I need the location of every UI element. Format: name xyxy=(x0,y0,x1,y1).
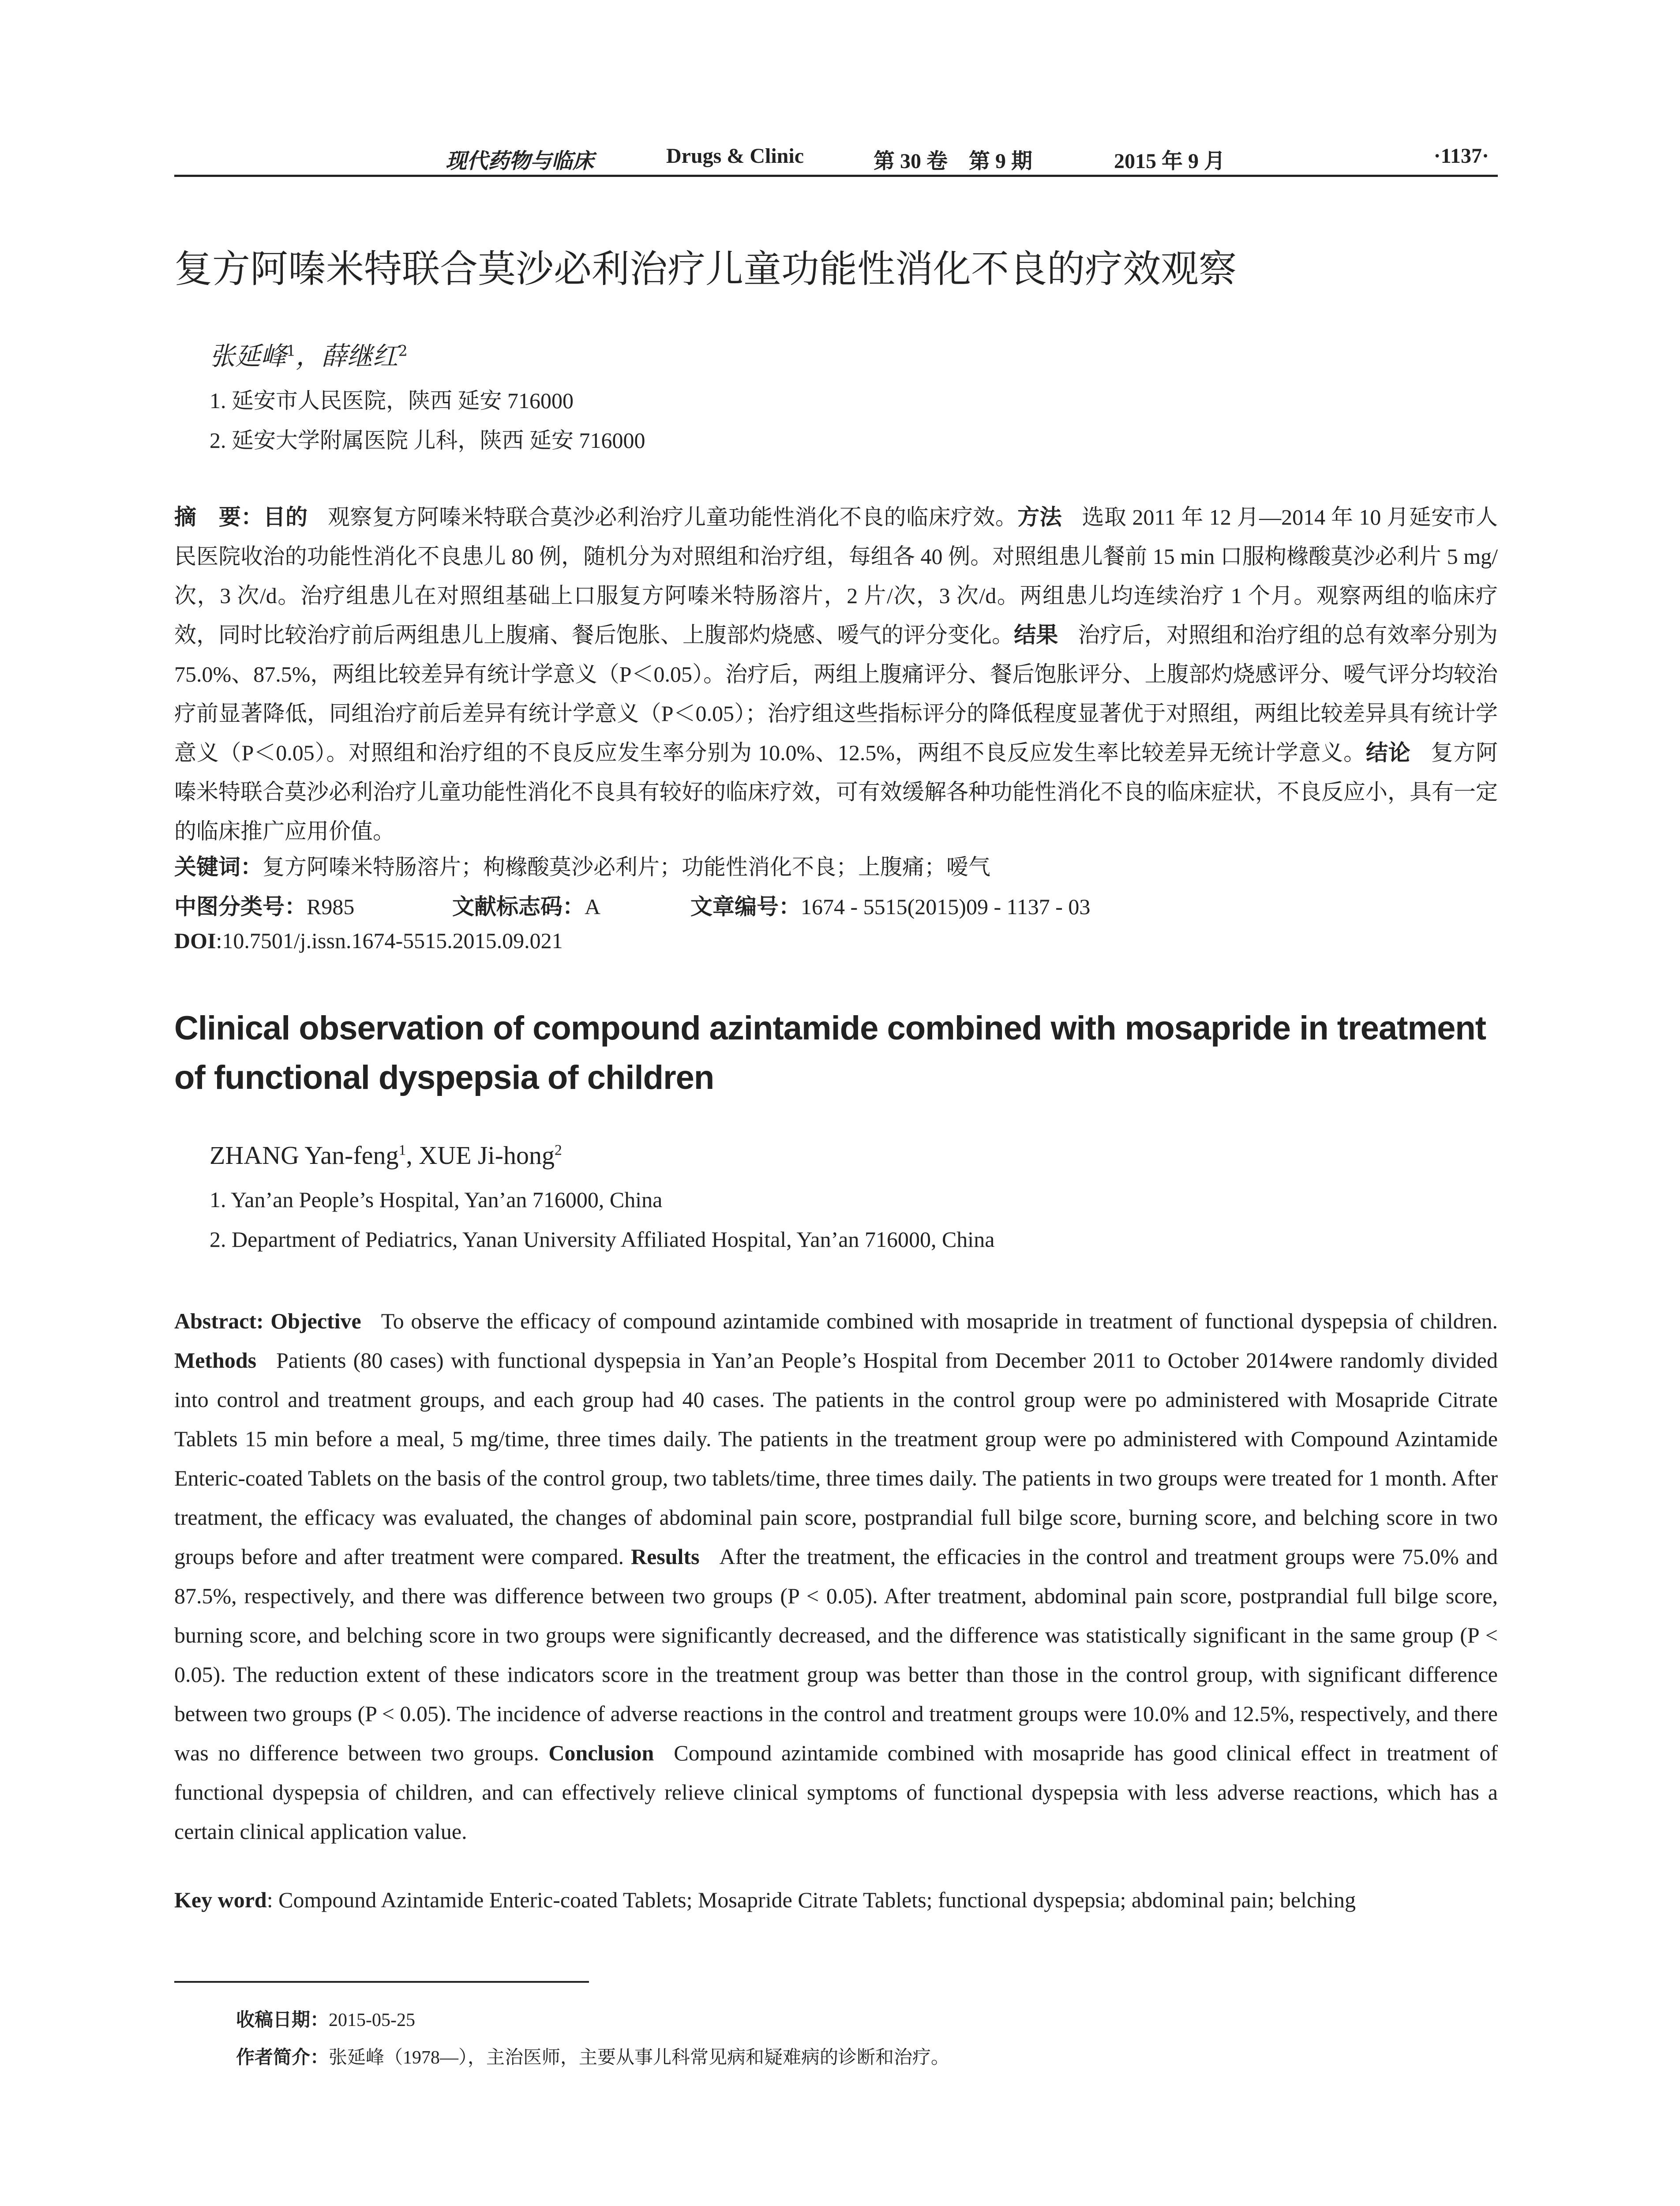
doccode-label: 文献标志码： xyxy=(452,894,585,919)
journal-name-cn: 现代药物与临床 xyxy=(446,149,594,173)
affiliation-en: 1. Yan’an People’s Hospital, Yan’an 716000, China xyxy=(210,1187,663,1212)
author-line-cn xyxy=(210,335,408,372)
abstract-en xyxy=(174,1302,1498,1851)
objective-text: To observe the efficacy of compound azintamide combined with mosapride in treatment of functional dyspepsia of children. xyxy=(381,1309,1498,1333)
author-name: ZHANG Yan-feng xyxy=(210,1141,399,1170)
author-separator: ， xyxy=(296,341,322,371)
bio-label: 作者简介： xyxy=(236,2046,329,2068)
conclusion-text: Compound azintamide combined with mosapride has good clinical effect in treatment of functional dyspepsia of children, and can effectively relieve clinical symptoms of functional dyspepsia with less adverse reactions, which has a certain clinical application value. xyxy=(174,1741,1498,1844)
conclusion-text: 复方阿嗪米特联合莫沙必利治疗儿童功能性消化不良具有较好的临床疗效，可有效缓解各种功能性消化不良的临床症状，不良反应小，具有一定的临床推广应用价值。 xyxy=(174,740,1498,844)
results-text: After the treatment, the efficacies in the control and treatment groups were 75.0% and 87.5%, respectively, and there was difference between two groups (P < 0.05). After treatment, abdominal pain score, postprandial full bilge score, burning score, and belching score in two groups were significantly decreased, and the difference was statistically significant in the same group (P < 0.05). The reduction extent of these indicators score in the treatment group was better than those in the control group, with significant difference between two groups (P < 0.05). The incidence of adverse reactions in the control and treatment groups were 10.0% and 12.5%, respectively, and there was no difference between two groups. xyxy=(174,1544,1498,1765)
author-bio-note xyxy=(236,2043,949,2069)
results-label: Results xyxy=(630,1544,700,1569)
article-title-en: Clinical observation of compound azintamide combined with mosapride in treatment of functional dyspepsia of children xyxy=(174,1009,1486,1096)
article-number-value: 1674 - 5515(2015)09 - 1137 - 03 xyxy=(801,894,1091,919)
received-date: 2015-05-25 xyxy=(329,2010,415,2030)
keywords-text: 复方阿嗪米特肠溶片；枸橼酸莫沙必利片；功能性消化不良；上腹痛；嗳气 xyxy=(262,855,990,879)
doccode-value: A xyxy=(585,894,601,919)
abstract-cn xyxy=(174,498,1498,851)
received-label: 收稿日期： xyxy=(236,2009,329,2030)
methods-text: 选取 2011 年 12 月—2014 年 10 月延安市人民医院收治的功能性消化不良患儿 80 例，随机分为对照组和治疗组，每组各 40 例。对照组患儿餐前 15 min 口服枸橼酸莫沙必利片 5 mg/次，3 次/d。治疗组患儿在对照组基础上口服复方阿嗪米特肠溶片，2 片/次，3 次/d。两组患儿均连续治疗 1 个月。观察两组的临床疗效，同时比较治疗前后两组患儿上腹痛、餐后饱胀、上腹部灼烧感、嗳气的评分变化。 xyxy=(174,505,1498,647)
conclusion-label: Conclusion xyxy=(548,1741,654,1765)
bio-text: 张延峰（1978—），主治医师，主要从事儿科常见病和疑难病的诊断和治疗。 xyxy=(329,2048,950,2068)
objective-label: Objective xyxy=(270,1309,361,1333)
methods-label: 方法 xyxy=(1017,504,1062,530)
doi-line xyxy=(174,928,563,953)
keywords-en xyxy=(174,1887,1356,1913)
classification-line xyxy=(174,889,1091,921)
author-name: XUE Ji-hong xyxy=(419,1141,555,1170)
methods-label: Methods xyxy=(174,1348,257,1373)
article-title-cn: 复方阿嗪米特联合莫沙必利治疗儿童功能性消化不良的疗效观察 xyxy=(174,247,1237,291)
author-line-en xyxy=(210,1141,562,1170)
doi-value: :10.7501/j.issn.1674-5515.2015.09.021 xyxy=(216,928,563,953)
volume-issue: 第 30 卷 第 9 期 xyxy=(874,150,1033,173)
affiliation-en: 2. Department of Pediatrics, Yanan University Affiliated Hospital, Yan’an 716000, China xyxy=(210,1227,995,1252)
journal-name-en: Drugs & Clinic xyxy=(666,144,804,168)
footnote-divider xyxy=(174,1981,589,1983)
keywords-text: : Compound Azintamide Enteric-coated Tablets; Mosapride Citrate Tablets; functional dyspepsia; abdominal pain; belching xyxy=(266,1887,1356,1912)
methods-text: Patients (80 cases) with functional dyspepsia in Yan’an People’s Hospital from December 2011 to October 2014were randomly divided into control and treatment groups, and each group had 40 cases. The patients in the control group were po administered with Mosapride Citrate Tablets 15 min before a meal, 5 mg/time, three times daily. The patients in the treatment group were po administered with Compound Azintamide Enteric-coated Tablets on the basis of the control group, two tablets/time, three times daily. The patients in two groups were treated for 1 month. After treatment, the efficacy was evaluated, the changes of abdominal pain score, postprandial full bilge score, burning score, and belching score in two groups before and after treatment were compared. xyxy=(174,1348,1498,1569)
keywords-cn xyxy=(174,849,990,881)
keywords-label: Key word xyxy=(174,1887,267,1912)
affiliation-cn: 1. 延安市人民医院，陕西 延安 716000 xyxy=(210,388,574,413)
results-label: 结果 xyxy=(1014,622,1058,648)
abstract-label: 摘 要： xyxy=(174,504,263,530)
author-name: 张延峰 xyxy=(210,341,287,371)
author-name: 薛继红 xyxy=(321,341,398,371)
affiliation-cn: 2. 延安大学附属医院 儿科，陕西 延安 716000 xyxy=(210,428,645,453)
author-separator: , xyxy=(406,1141,419,1170)
affiliation-marker: 1 xyxy=(286,342,296,360)
abstract-label: Abstract: xyxy=(174,1309,264,1333)
objective-label: 目的 xyxy=(263,504,308,530)
clc-label: 中图分类号： xyxy=(174,894,307,919)
received-date-note xyxy=(236,2005,415,2032)
page-number: ·1137· xyxy=(1433,144,1489,168)
affiliation-marker: 2 xyxy=(398,342,408,360)
keywords-label: 关键词： xyxy=(174,854,262,880)
running-header xyxy=(174,140,1498,177)
doi-label: DOI xyxy=(174,928,216,953)
issue-date: 2015 年 9 月 xyxy=(1114,150,1226,173)
affiliation-marker: 2 xyxy=(555,1142,562,1159)
article-number-label: 文章编号： xyxy=(690,894,801,919)
objective-text: 观察复方阿嗪米特联合莫沙必利治疗儿童功能性消化不良的临床疗效。 xyxy=(327,505,1018,529)
conclusion-label: 结论 xyxy=(1365,740,1411,765)
results-text: 治疗后，对照组和治疗组的总有效率分别为 75.0%、87.5%，两组比较差异有统计学意义（P＜0.05）。治疗后，两组上腹痛评分、餐后饱胀评分、上腹部灼烧感评分、嗳气评分均较治疗前显著降低，同组治疗前后差异有统计学意义（P＜0.05）；治疗组这些指标评分的降低程度显著优于对照组，两组比较差异具有统计学意义（P＜0.05）。对照组和治疗组的不良反应发生率分别为 10.0%、12.5%，两组不良反应发生率比较差异无统计学意义。 xyxy=(174,623,1498,765)
clc-value: R985 xyxy=(307,894,355,919)
affiliation-marker: 1 xyxy=(398,1142,406,1159)
